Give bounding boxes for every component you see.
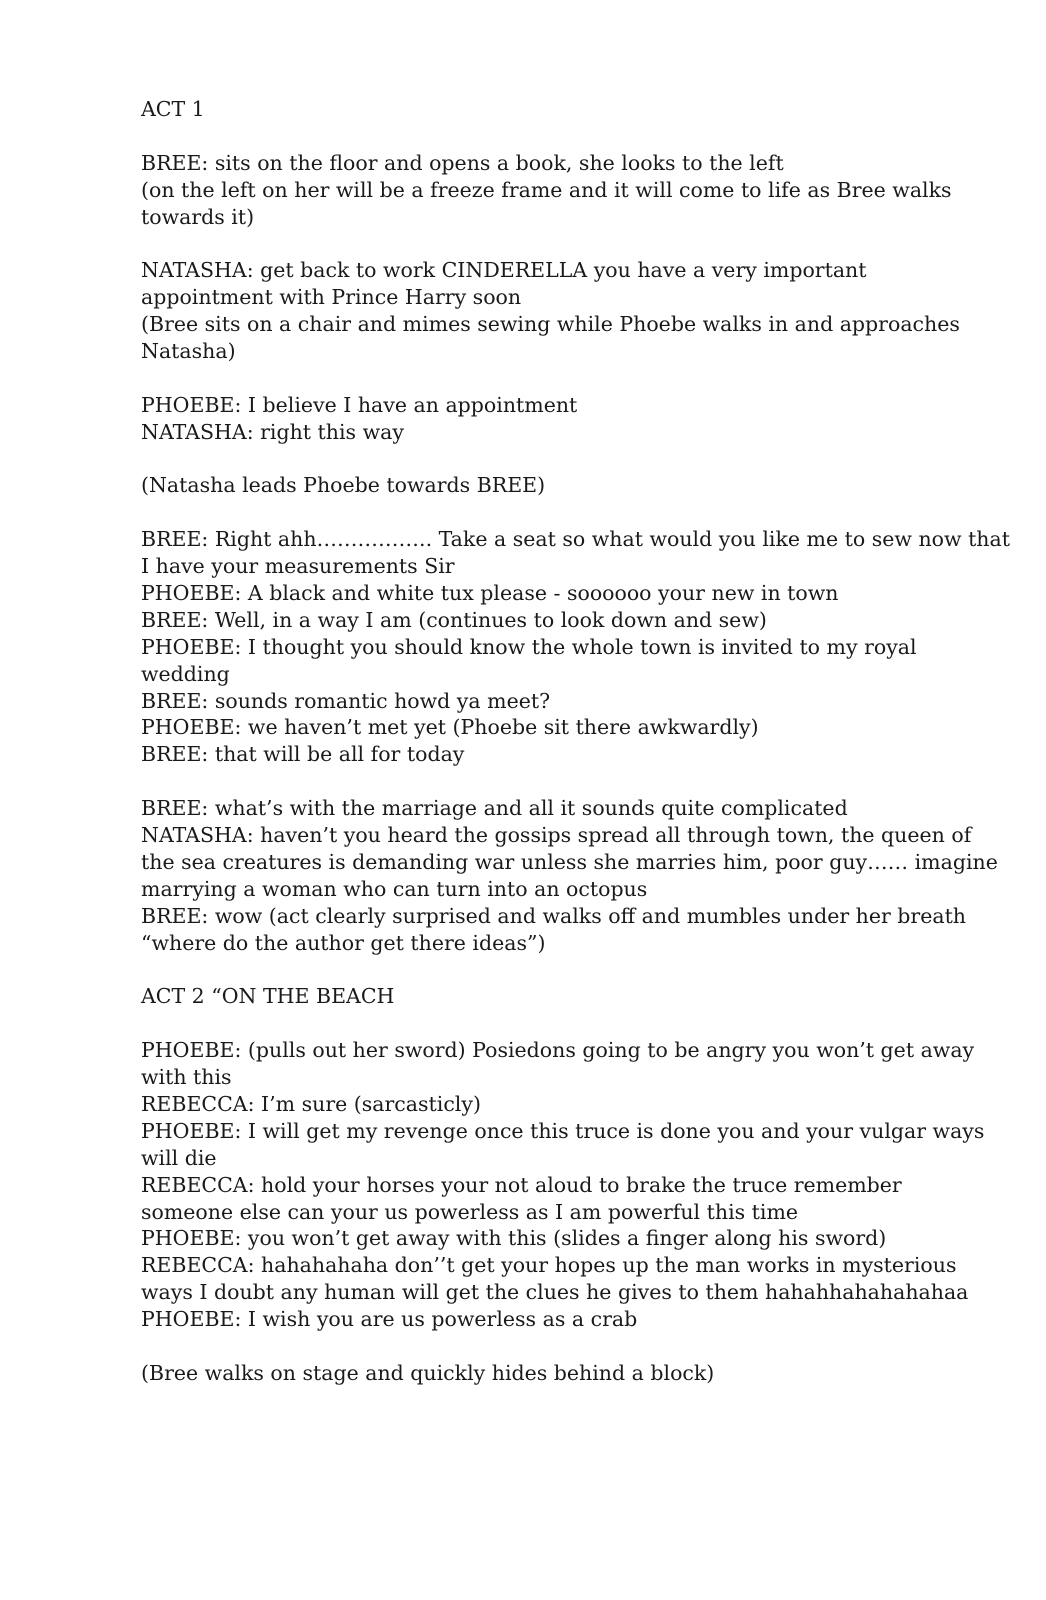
script-line: NATASHA: haven’t you heard the gossips spread all through town, the queen of [141, 823, 972, 848]
script-line: will die [141, 1145, 217, 1170]
blank-line [141, 365, 1001, 392]
script-line: BREE: sits on the floor and opens a book, she looks to the left [141, 150, 784, 175]
script-line: REBECCA: I’m sure (sarcasticly) [141, 1091, 481, 1116]
script-line: “where do the author get there ideas”) [141, 930, 546, 955]
script-line: I have your measurements Sir [141, 554, 455, 579]
script-page [141, 96, 1010, 1387]
script-line: REBECCA: hold your horses your not aloud to brake the truce remember [141, 1172, 902, 1197]
script-line: BREE: sounds romantic howd ya meet? [141, 688, 551, 713]
script-line: (Bree walks on stage and quickly hides behind a block) [141, 1360, 715, 1385]
blank-line [141, 957, 1001, 984]
script-line: appointment with Prince Harry soon [141, 285, 522, 310]
script-line: PHOEBE: I will get my revenge once this truce is done you and your vulgar ways [141, 1118, 985, 1143]
script-line: wedding [141, 661, 230, 686]
script-line: ways I doubt any human will get the clues he gives to them hahahhahahahahaa [141, 1280, 969, 1305]
script-line: PHOEBE: I thought you should know the whole town is invited to my royal [141, 634, 917, 659]
script-line: towards it) [141, 204, 255, 229]
script-line: BREE: Right ahh…………….. Take a seat so what would you like me to sew now that [141, 527, 1010, 552]
script-line: BREE: wow (act clearly surprised and walks off and mumbles under her breath [141, 903, 967, 928]
blank-line [141, 230, 1001, 257]
blank-line [141, 499, 1001, 526]
script-line: PHOEBE: I wish you are us powerless as a crab [141, 1307, 638, 1332]
script-line: PHOEBE: A black and white tux please - soooooo your new in town [141, 581, 839, 606]
script-line: BREE: what’s with the marriage and all it sounds quite complicated [141, 796, 848, 821]
script-line: marrying a woman who can turn into an octopus [141, 876, 648, 901]
script-line: the sea creatures is demanding war unless she marries him, poor guy…… imagine [141, 849, 998, 874]
script-line: BREE: Well, in a way I am (continues to look down and sew) [141, 607, 767, 632]
blank-line [141, 1010, 1001, 1037]
script-line: PHOEBE: you won’t get away with this (slides a finger along his sword) [141, 1226, 887, 1251]
script-line: (Bree sits on a chair and mimes sewing while Phoebe walks in and approaches [141, 312, 960, 337]
script-line: PHOEBE: (pulls out her sword) Posiedons going to be angry you won’t get away [141, 1038, 975, 1063]
script-line: NATASHA: right this way [141, 419, 404, 444]
script-line: ACT 2 “ON THE BEACH [141, 984, 395, 1009]
script-line: PHOEBE: I believe I have an appointment [141, 392, 578, 417]
blank-line [141, 123, 1001, 150]
script-line: with this [141, 1065, 232, 1090]
script-line: BREE: that will be all for today [141, 742, 465, 767]
script-line: ACT 1 [141, 97, 205, 121]
script-line: NATASHA: get back to work CINDERELLA you have a very important [141, 258, 867, 283]
script-line: (on the left on her will be a freeze frame and it will come to life as Bree walks [141, 177, 952, 202]
script-line: someone else can your us powerless as I am powerful this time [141, 1199, 799, 1224]
script-line: (Natasha leads Phoebe towards BREE) [141, 473, 546, 498]
script-line: Natasha) [141, 339, 236, 364]
blank-line [141, 446, 1001, 473]
blank-line [141, 768, 1001, 795]
blank-line [141, 1333, 1001, 1360]
script-line: REBECCA: hahahahaha don’’t get your hopes up the man works in mysterious [141, 1253, 957, 1278]
script-line: PHOEBE: we haven’t met yet (Phoebe sit there awkwardly) [141, 715, 759, 740]
